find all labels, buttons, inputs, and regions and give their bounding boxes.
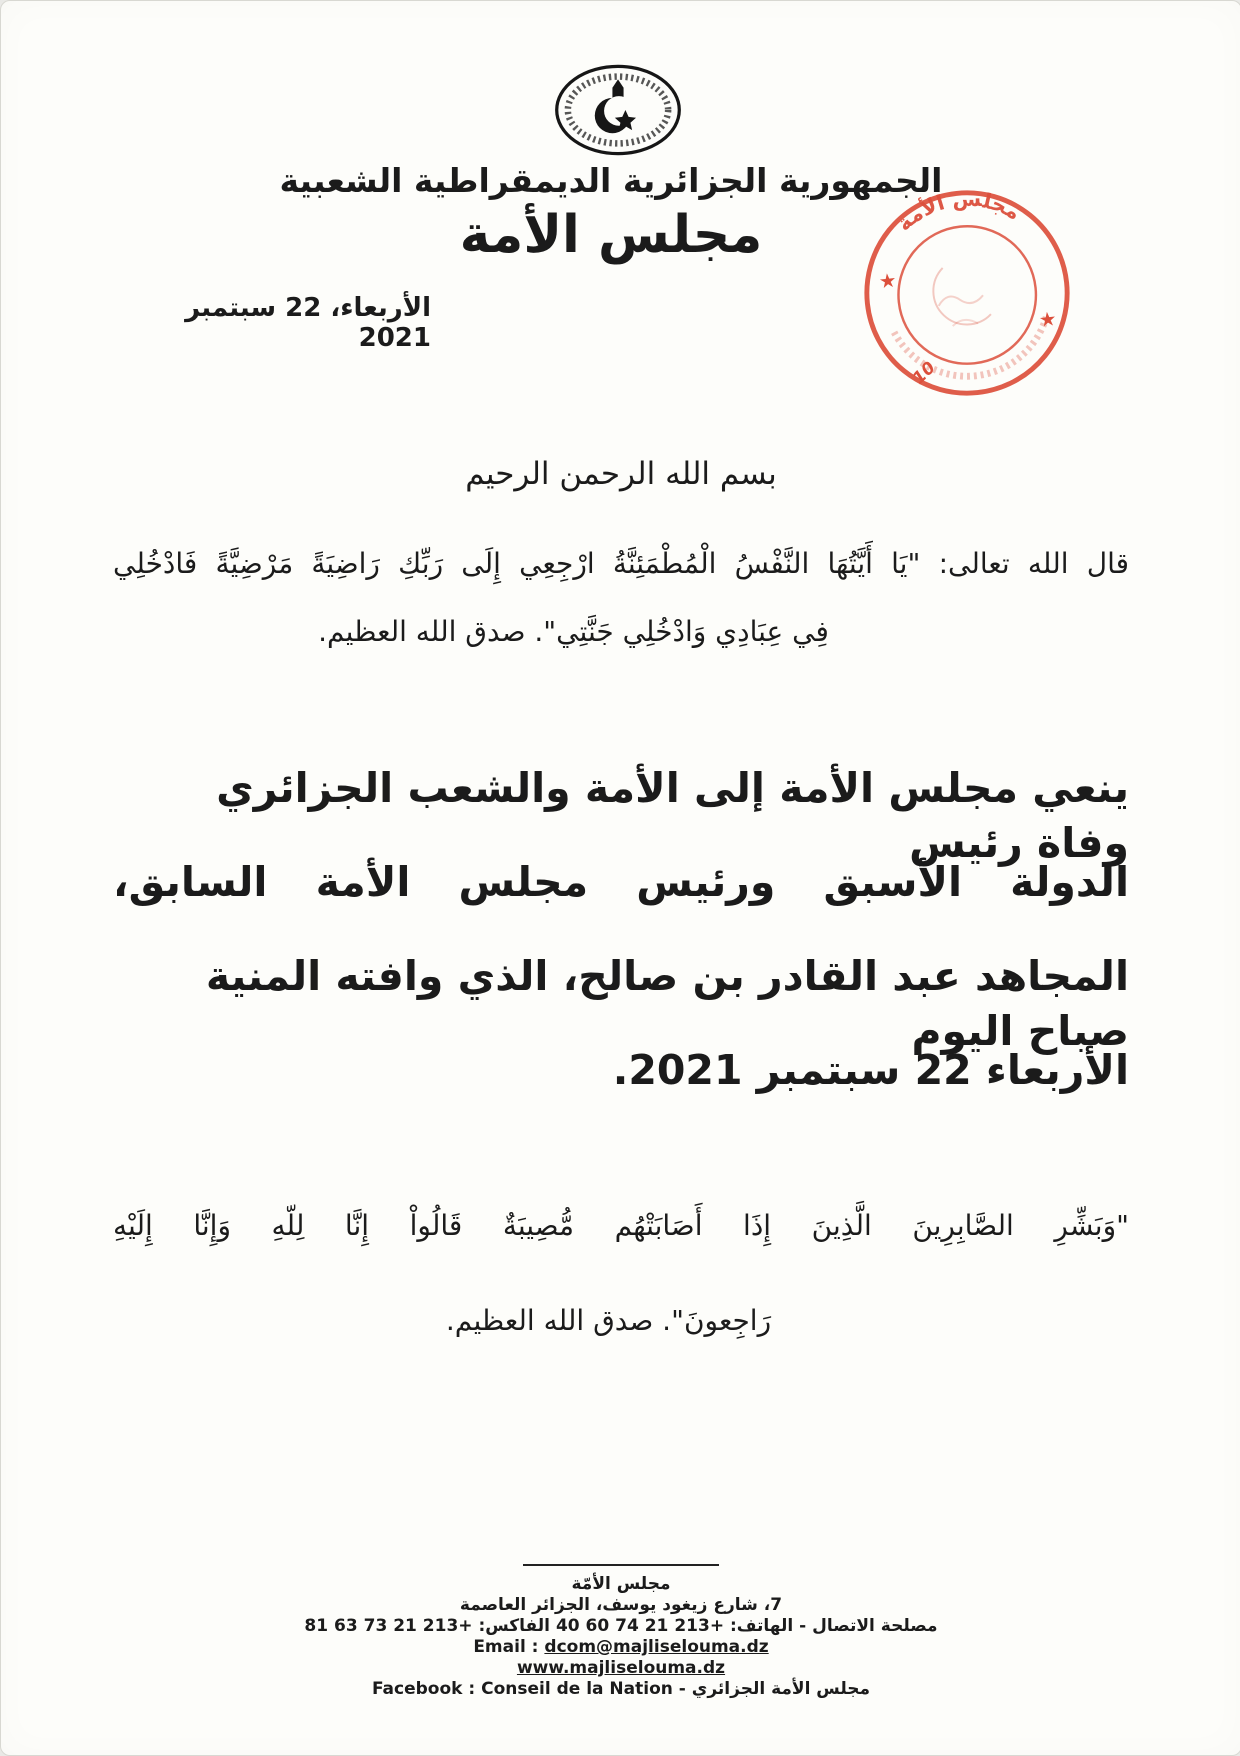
- quran-verse-2-line-2: رَاجِعونَ". صدق الله العظيم.: [445, 1304, 772, 1337]
- announcement-line-4: الأربعاء 22 سبتمبر 2021.: [612, 1046, 1129, 1094]
- council-title: مجلس الأمة: [459, 205, 763, 265]
- footer-email-line: [1, 1637, 1240, 1658]
- quran-verse-1-line-2: فِي عِبَادِي وَادْخُلِي جَنَّتِي". صدق الله العظيم.: [318, 615, 829, 648]
- footer-divider: [523, 1564, 719, 1566]
- date-line: الأربعاء، 22 سبتمبر 2021: [185, 293, 431, 353]
- official-red-stamp-icon: [848, 174, 1085, 411]
- stamp-star-left: ★: [877, 268, 898, 294]
- algeria-national-emblem-icon: [553, 61, 683, 159]
- bismillah-line: بسم الله الرحمن الرحيم: [465, 456, 777, 492]
- announcement-line-1: ينعي مجلس الأمة إلى الأمة والشعب الجزائري وفاة رئيس: [216, 764, 1129, 868]
- footer-facebook: Facebook : Conseil de la Nation - مجلس الأمة الجزائري: [371, 1679, 871, 1699]
- stamp-star-right: ★: [1037, 307, 1058, 332]
- quran-verse-2-line-1: "وَبَشِّرِ الصَّابِرِينَ الَّذِينَ إِذَا أَصَابَتْهُم مُّصِيبَةٌ قَالُواْ إِنَّا لِلّهِ وَإِنَّا إِلَيْهِ: [113, 1209, 1129, 1242]
- announcement-line-2: الدولة الأسبق ورئيس مجلس الأمة السابق،: [113, 858, 1129, 906]
- footer-address: 7، شارع زيغود يوسف، الجزائر العاصمة: [459, 1595, 783, 1615]
- announcement-line-3: المجاهد عبد القادر بن صالح، الذي وافته المنية صباح اليوم: [205, 952, 1129, 1056]
- footer: [1, 1564, 1240, 1700]
- footer-email-label: Email :: [473, 1637, 539, 1657]
- footer-email-address: dcom@majliselouma.dz: [544, 1637, 769, 1657]
- footer-contact-phones: مصلحة الاتصال - الهاتف: +213 21 74 60 40 الفاكس: +213 21 73 63 81: [304, 1616, 938, 1636]
- stamp-ring-text: مجلس الأمة: [892, 186, 1025, 236]
- stamp-number: 10: [908, 357, 939, 388]
- footer-org-name: مجلس الأمّة: [571, 1574, 671, 1594]
- quran-verse-1-line-1: قال الله تعالى: "يَا أَيَّتُهَا النَّفْسُ الْمُطْمَئِنَّةُ ارْجِعِي إِلَى رَبِّكِ رَاضِيَةً مَرْضِيَّةً فَادْخُلِي: [113, 547, 1129, 580]
- footer-website: www.majliselouma.dz: [516, 1658, 726, 1678]
- republic-title: الجمهورية الجزائرية الديمقراطية الشعبية: [279, 161, 943, 200]
